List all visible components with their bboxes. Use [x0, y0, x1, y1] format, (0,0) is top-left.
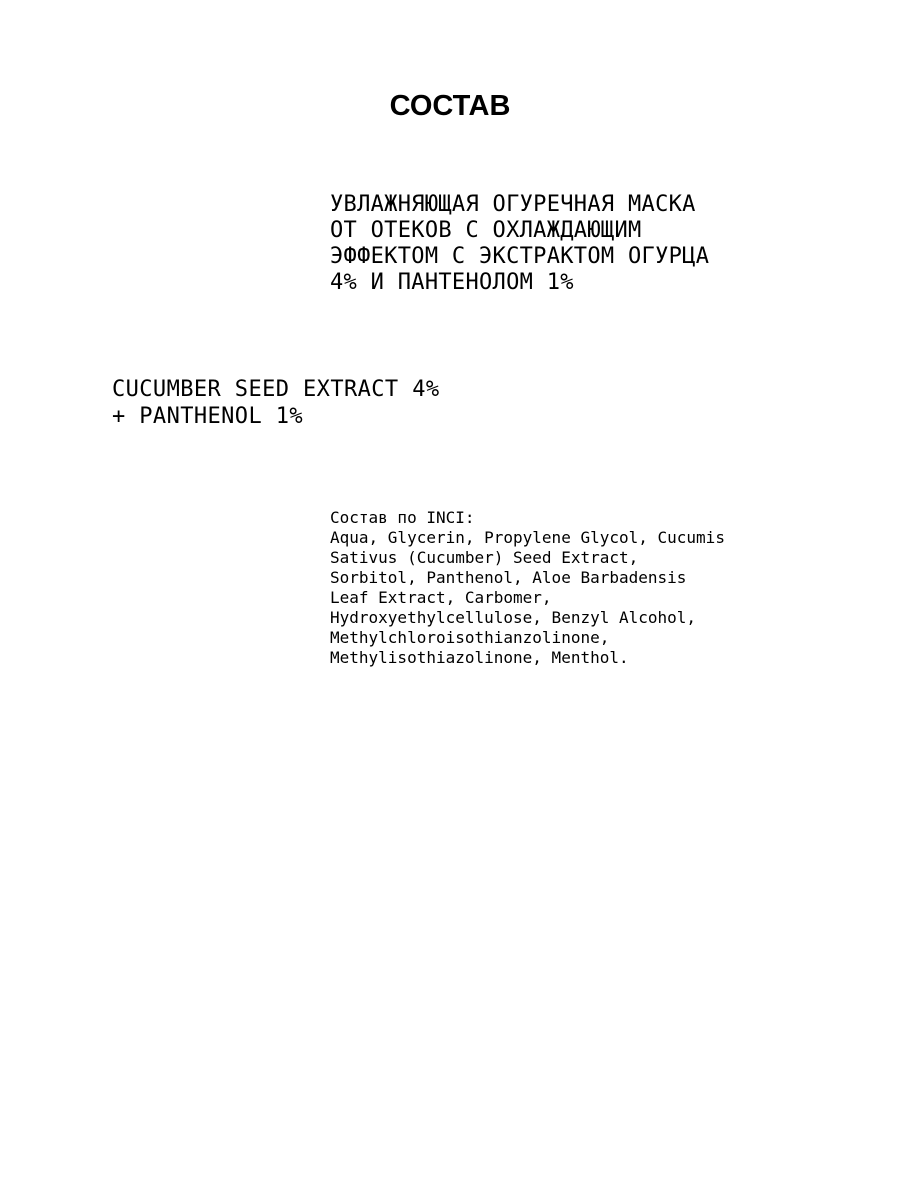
page-title: СОСТАВ [389, 90, 511, 122]
inci-line: Hydroxyethylcellulose, Benzyl Alcohol, [330, 608, 697, 627]
product-name-line: ОТ ОТЕКОВ С ОХЛАЖДАЮЩИМ [330, 218, 642, 243]
inci-composition [330, 508, 810, 668]
inci-line: Methylchloroisothianzolinone, [330, 628, 610, 647]
inci-line: Sorbitol, Panthenol, Aloe Barbadensis [330, 568, 687, 587]
active-ingredient-line: + PANTHENOL 1% [112, 404, 304, 429]
inci-line: Methylisothiazolinone, Menthol. [330, 648, 629, 667]
inci-line: Aqua, Glycerin, Propylene Glycol, Cucumis [330, 528, 725, 547]
product-name [330, 192, 800, 296]
product-name-line: ЭФФЕКТОМ С ЭКСТРАКТОМ ОГУРЦА [330, 244, 710, 269]
inci-line: Sativus (Cucumber) Seed Extract, [330, 548, 639, 567]
active-ingredient-line: CUCUMBER SEED EXTRACT 4% [112, 377, 440, 402]
product-name-line: 4% И ПАНТЕНОЛОМ 1% [330, 270, 574, 295]
product-name-line: УВЛАЖНЯЮЩАЯ ОГУРЕЧНАЯ МАСКА [330, 192, 696, 217]
inci-line: Leaf Extract, Carbomer, [330, 588, 552, 607]
active-ingredients [112, 376, 612, 430]
inci-label: Состав по INCI: [330, 508, 475, 527]
